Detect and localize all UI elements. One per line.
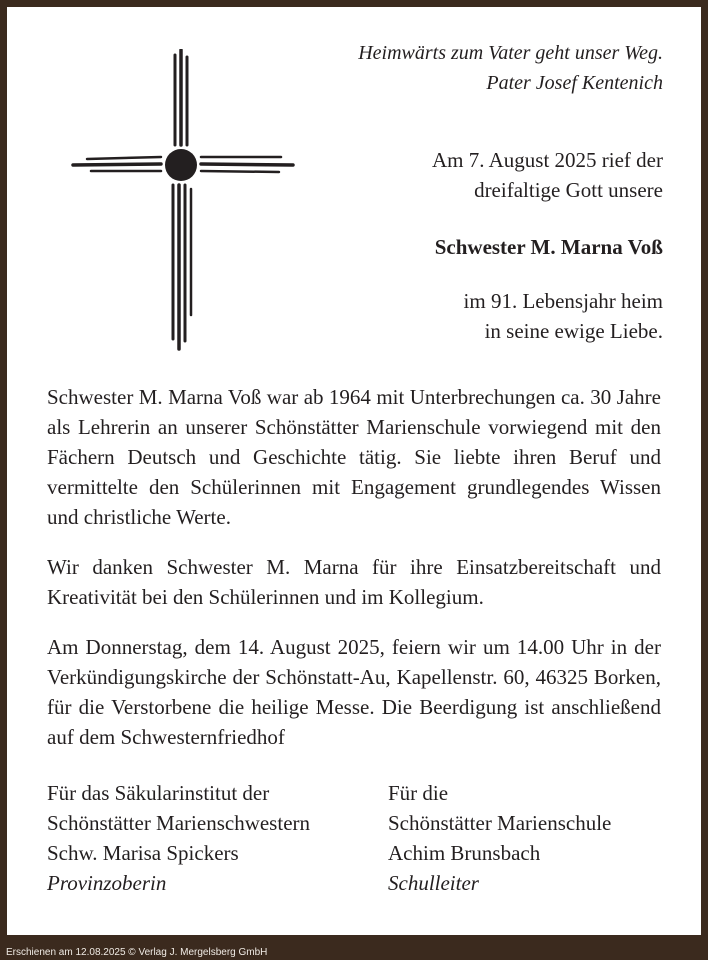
signature-left-line-2: Schönstätter Marienschwestern [47, 811, 311, 835]
signature-left-name: Schw. Marisa Spickers [47, 841, 239, 865]
signature-right-role: Schulleiter [388, 871, 479, 895]
deceased-name: Schwester M. Marna Voß [434, 235, 663, 259]
motto-quote [358, 38, 663, 98]
motto-author: Pater Josef Kentenich [486, 72, 663, 94]
after-name-text [464, 286, 663, 346]
signature-right [388, 778, 611, 898]
obituary-page [7, 7, 701, 935]
motto-line: Heimwärts zum Vater geht unser Weg. [358, 42, 663, 64]
signature-left-role: Provinzoberin [47, 871, 167, 895]
publication-footer: Erschienen am 12.08.2025 © Verlag J. Mergelsberg GmbH [6, 947, 268, 958]
after-line-1: im 91. Lebensjahr heim [463, 289, 663, 313]
signature-right-line-2: Schönstätter Marienschule [388, 811, 612, 835]
signature-right-line-1: Für die [388, 781, 449, 805]
intro-line-1: Am 7. August 2025 rief der [432, 148, 663, 172]
intro-line-2: dreifaltige Gott unsere [474, 178, 663, 202]
cross-icon [65, 49, 295, 359]
after-line-2: in seine ewige Liebe. [484, 319, 663, 343]
paragraph-thanks: Wir danken Schwester M. Marna für ihre Einsatzbereitschaft und Kreativität bei den Schülerinnen und im Kollegium. [47, 555, 661, 609]
paragraph-funeral: Am Donnerstag, dem 14. August 2025, feiern wir um 14.00 Uhr in der Verkündigungskirche der Schönstatt-Au, Kapellenstr. 60, 46325 Borken, für die Verstorbene die heilige Messe. Die Beerdigung ist anschließend auf dem Schwesternfriedhof [47, 635, 661, 749]
intro-text [432, 145, 663, 205]
signature-left-line-1: Für das Säkularinstitut der [47, 781, 270, 805]
paragraph-career: Schwester M. Marna Voß war ab 1964 mit Unterbrechungen ca. 30 Jahre als Lehrerin an unserer Schönstätter Marienschule vorwiegend mit den Fächern Deutsch und Geschichte tätig. Sie liebte ihren Beruf und vermittelte den Schülerinnen mit Engagement grundlegendes Wissen und christliche Werte. [47, 385, 661, 529]
signature-right-name: Achim Brunsbach [388, 841, 541, 865]
signature-left [47, 778, 310, 898]
